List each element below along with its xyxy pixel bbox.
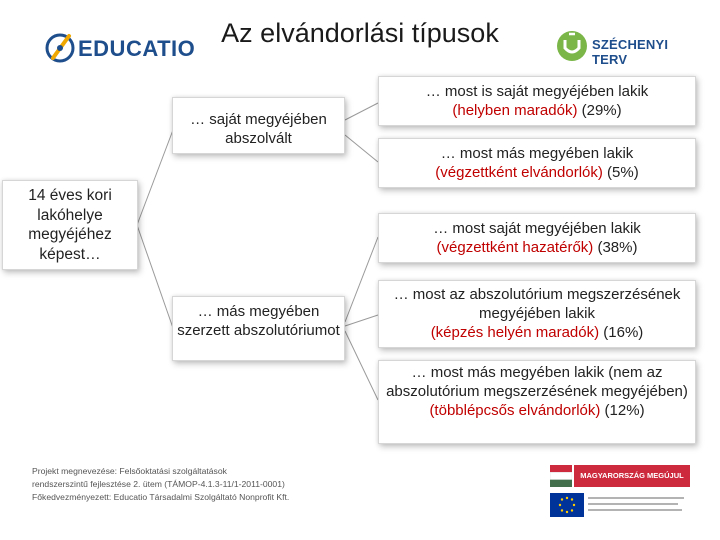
outcome-percent: (16%): [603, 324, 644, 341]
outcome-text: … most más megyében lakik (nem az abszolutórium megszerzésének megyéjében): [386, 364, 688, 400]
outcome-node-kepzes-helyen-maradok: [378, 280, 696, 348]
connector-root-branch1: [137, 130, 173, 225]
outcome-node-vegzettkent-hazaterok: [378, 213, 696, 263]
connector-branch1-outcome2: [345, 135, 378, 162]
outcome-type: (végzettként hazatérők): [436, 239, 594, 256]
branch-node-other-county: [172, 296, 345, 361]
connector-root-branch2: [137, 225, 173, 328]
outcome-type: (végzettként elvándorlók): [435, 164, 603, 181]
outcome-percent: (5%): [607, 164, 639, 181]
hungarian-flag-icon: [550, 465, 572, 487]
outcome-percent: (12%): [604, 402, 645, 419]
eu-flag-icon: [550, 493, 584, 517]
outcome-type: (helyben maradók): [452, 102, 578, 119]
connector-branch2-outcome3: [345, 331, 378, 400]
page-title: Az elvándorlási típusok: [221, 18, 499, 48]
outcome-text: … most saját megyéjében lakik: [433, 220, 641, 237]
outcome-node-helyben-maradok: [378, 76, 696, 126]
outcome-text: … most az abszolutórium megszerzésének megyéjében lakik: [393, 286, 681, 322]
root-node: [2, 180, 138, 270]
outcome-text: … most is saját megyéjében lakik: [425, 83, 649, 100]
outcome-text: … most más megyében lakik: [440, 145, 634, 162]
outcome-percent: (29%): [581, 102, 622, 119]
magyarorszag-megujul-logo: [550, 465, 690, 487]
outcome-node-tobblepcsos-elvandorlok: [378, 360, 696, 444]
eu-small-print-graphic: [588, 493, 688, 517]
outcome-type: (képzés helyén maradók): [430, 324, 600, 341]
outcome-node-vegzettkent-elvandorlok: [378, 138, 696, 188]
connector-branch2-outcome1: [345, 237, 378, 322]
connector-branch2-outcome2: [345, 315, 378, 326]
connector-branch1-outcome1: [345, 103, 378, 120]
branch-node-same-county: [172, 97, 345, 154]
project-info-line: rendszerszintű fejlesztése 2. ütem (TÁMOP-4.1.3-11/1-2011-0001): [32, 479, 285, 489]
outcome-type: (többlépcsős elvándorlók): [429, 402, 601, 419]
project-info-line: Főkedvezményezett: Educatio Társadalmi Szolgáltató Nonprofit Kft.: [32, 492, 290, 502]
educatio-logo-text: EDUCATIO: [78, 36, 196, 61]
eu-logo: [550, 493, 690, 517]
branch-node-label: … saját megyéjében abszolvált: [190, 111, 327, 147]
badge-text: MAGYARORSZÁG MEGÚJUL: [574, 465, 690, 487]
branch-node-label: … más megyében szerzett abszolutóriumot: [177, 303, 340, 339]
project-info: [32, 465, 372, 504]
szechenyi-logo-text: SZÉCHENYI TERV: [592, 37, 669, 67]
root-node-label: 14 éves kori lakóhelye megyéjéhez képest…: [28, 187, 112, 263]
project-info-line: Projekt megnevezése: Felsőoktatási szolgáltatások: [32, 466, 227, 476]
outcome-percent: (38%): [597, 239, 638, 256]
